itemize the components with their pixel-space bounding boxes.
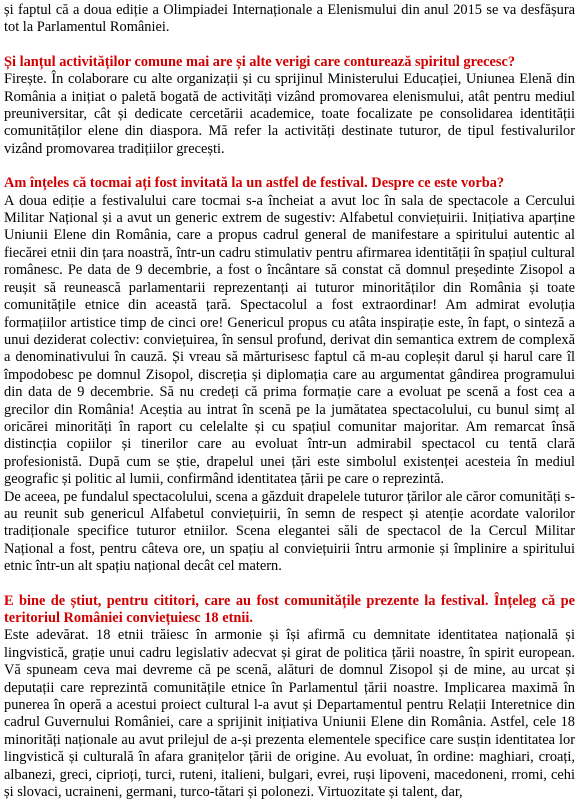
- paragraph-spacer: [4, 158, 575, 175]
- paragraph-intro: și faptul că a doua ediție a Olimpiadei Internaționale a Elenismului din anul 2015 se va desfășura tot la Parlamentul României.: [4, 2, 575, 36]
- paragraph-spacer: [4, 576, 575, 593]
- interview-answer-2-part-1: A doua ediție a festivalului care tocmai s-a încheiat a avut loc în sala de spectacole a Cercului Militar Național și a avut un generic extrem de sugestiv: Alfabetul conviețuirii. Inițiativa aparține Uniunii Elene din România, care a propus cadrul general de manifestare a spiritului autentic al fiecărei etnii din țara noastră, într-un cadru stimulativ pentru afirmarea identității în spațiul cultural românesc. Pe data de 9 decembrie, a fost o încântare să constat că domnul președinte Zisopol a reușit să reunească parlamentarii reprezentanți ai tuturor minorităților din România și toate comunitățile etnice din această țară. Spectacolul a fost extraordinar! Am admirat evoluția formațiilor artistice timp de cinci ore! Genericul propus cu atâta inspirație este, în fapt, o sinteză a unui deziderat colectiv: conviețuirea, în sensul profund, derivat din semantica extrem de complexă a denominativului în cauză. Și vreau să mărturisesc faptul că m-au copleșit darul și harul care îl împodobesc pe domnul Zisopol, discreția și diplomația care au argumentat gândirea programului din data de 9 decembrie. Să nu credeți că prima formație care a evoluat pe scenă a fost cea a grecilor din România! Aceștia au intrat în scenă pe la jumătatea spectacolului, cu bunul simț al oricărei minorități în raport cu celelalte și cu spațiul comunitar majoritar. Am remarcat însă distincția copiilor și tinerilor care au evoluat într-un admirabil spectacol cu tentă clară profesionistă. După cum se știe, drapelul unei țări este simbolul existenței acesteia în mediul geografic și politic al lumii, confirmând identitatea țării pe care o reprezintă.: [4, 192, 575, 488]
- interview-question-3: E bine de știut, pentru cititori, care au fost comunitățile prezente la festival. Înțeleg că pe teritoriul României conviețuiesc 18 etnii.: [4, 592, 575, 626]
- paragraph-spacer: [4, 37, 575, 54]
- interview-question-1: Și lanțul activităților comune mai are și alte verigi care conturează spiritul grecesc?: [4, 53, 516, 70]
- interview-answer-1: Firește. În colaborare cu alte organizații și cu sprijinul Ministerului Educației, Uniunea Elenă din România a inițiat o paletă bogată de activități vizând promovarea elenismului, atât pentru mediul preuniversitar, cât și dedicate cercetării academice, toate focalizate pe consolidarea identității comunităților elene din diaspora. Mă refer la activități destinate tuturor, de tipul festivalurilor vizând promovarea tradițiilor grecești.: [4, 71, 575, 157]
- interview-answer-3: Este adevărat. 18 etnii trăiesc în armonie și își afirmă cu demnitate identitatea națională și lingvistică, grație unui cadru legislativ adecvat și girat de politica țării noastre, în spirit european. Vă spuneam ceva mai devreme că pe scenă, alături de domnul Zisopol și de mine, au urcat și deputații care reprezintă comunitățile etnice în Parlamentul țării noastre. Implicarea maximă în punerea în operă a acestui proiect cultural l-a avut și Departamentul pentru Relații Interetnice din cadrul Guvernului României, care a sprijinit inițiativa Uniunii Elene din România. Astfel, cele 18 minorități naționale au avut prilejul de a-și prezenta elementele specifice care susțin identitatea lor lingvistică și culturală în afara granițelor țării de origine. Au evoluat, în ordine: maghiari, croați, albanezi, greci, ciprioți, turci, ruteni, italieni, bulgari, evrei, ruși lipoveni, macedoneni, rromi, cehi și slovaci, ucraineni, germani, turco-tătari și polonezi. Virtuozitate și talent, dar,: [4, 627, 575, 801]
- interview-question-2: Am înțeles că tocmai ați fost invitată la un astfel de festival. Despre ce este vorba?: [4, 175, 505, 192]
- interview-answer-2-part-2: De aceea, pe fundalul spectacolului, scena a găzduit drapelele tuturor țărilor ale căror comunități s-au reunit sub genericul Alfabetul conviețuirii, în semn de respect și atenție acordate valorilor tradiționale specifice tuturor etniilor. Scena elegantei săli de spectacol de la Cercul Militar Național a fost, pentru câteva ore, un spațiu al conviețuirii întru armonie și împlinire a spiritului etnic într-un alt spațiu național decât cel matern.: [4, 488, 575, 575]
